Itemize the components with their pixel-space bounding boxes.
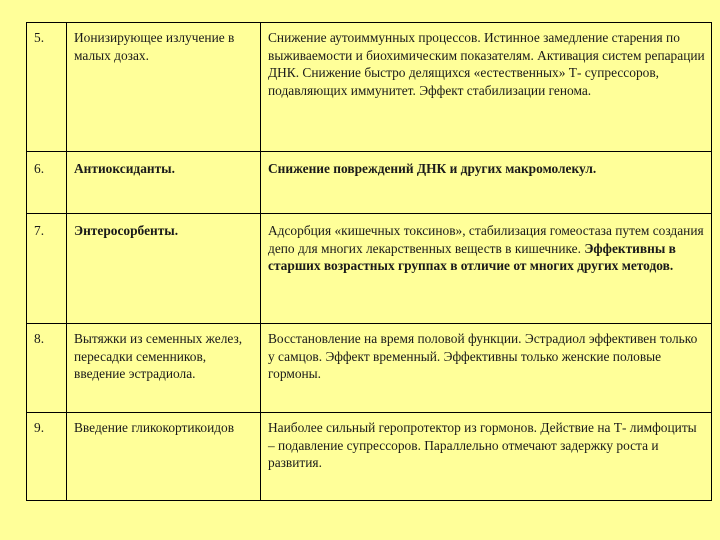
method-cell: Антиоксиданты. — [67, 152, 261, 214]
table-row — [27, 152, 712, 214]
method-cell: Вытяжки из семенных желез, пересадки семенников, введение эстрадиола. — [67, 324, 261, 413]
method-cell: Введение гликокортикоидов — [67, 413, 261, 501]
table-row — [27, 413, 712, 501]
effect-cell: Наиболее сильный геропротектор из гормонов. Действие на Т- лимфоциты – подавление супрессоров. Параллельно отмечают задержку роста и развития. — [261, 413, 712, 501]
row-number-cell: 8. — [27, 324, 67, 413]
effect-text: Адсорбция «кишечных токсинов», стабилизация гомеостаза путем создания депо для многих лекарственных веществ в кишечнике. — [268, 223, 704, 256]
method-cell: Ионизирующее излучение в малых дозах. — [67, 23, 261, 152]
effect-cell — [261, 214, 712, 324]
row-number-cell: 5. — [27, 23, 67, 152]
method-cell: Энтеросорбенты. — [67, 214, 261, 324]
effect-cell: Снижение повреждений ДНК и других макромолекул. — [261, 152, 712, 214]
row-number-cell: 9. — [27, 413, 67, 501]
table-row — [27, 214, 712, 324]
table-row — [27, 23, 712, 152]
effect-cell: Восстановление на время половой функции. Эстрадиол эффективен только у самцов. Эффект временный. Эффективны только женские половые гормоны. — [261, 324, 712, 413]
row-number-cell: 6. — [27, 152, 67, 214]
effect-emphasis: Эффективны в старших возрастных группах в отличие от многих других методов. — [268, 240, 676, 273]
table-row — [27, 324, 712, 413]
methods-table — [26, 22, 712, 501]
effect-cell: Снижение аутоиммунных процессов. Истинное замедление старения по выживаемости и биохимическим показателям. Активация систем репарации ДНК. Снижение быстро делящихся «естественных» Т- супрессоров, подавляющих иммунитет. Эффект стабилизации генома. — [261, 23, 712, 152]
row-number-cell: 7. — [27, 214, 67, 324]
